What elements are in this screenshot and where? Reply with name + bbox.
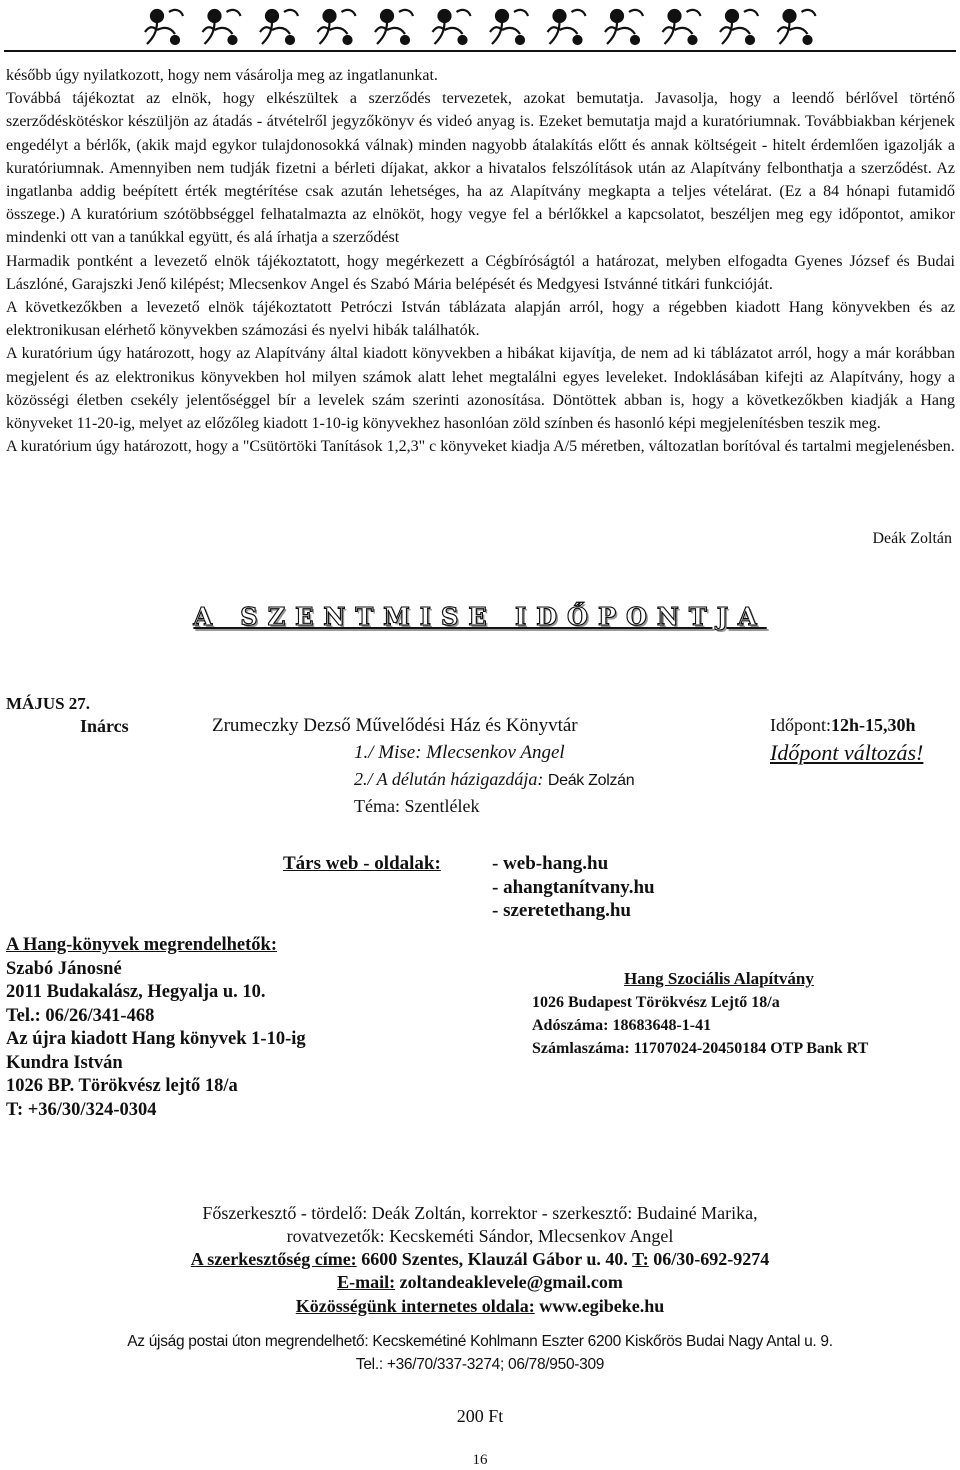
- email-label: E-mail:: [337, 1272, 396, 1292]
- web-link[interactable]: - ahangtanítvany.hu: [492, 877, 655, 898]
- floral-motif: [720, 10, 758, 44]
- floral-motif: [548, 10, 586, 44]
- schedule-place: Inárcs: [80, 716, 129, 736]
- schedule-host: [354, 769, 634, 790]
- phone-value: 06/30-692-9274: [653, 1249, 770, 1269]
- floral-motif: [318, 10, 356, 44]
- order-line: Tel.: 06/26/341-468: [6, 1005, 155, 1026]
- phone-label: T:: [632, 1249, 649, 1269]
- email-value[interactable]: zoltandeaklevele@gmail.com: [399, 1272, 623, 1292]
- floral-border-ornament: [135, 2, 825, 48]
- foundation-details: [532, 991, 868, 1060]
- header-rule: [4, 50, 956, 52]
- price: 200 Ft: [456, 1406, 504, 1426]
- host-name: Deák Zolzán: [547, 772, 635, 789]
- order-line: 2011 Budakalász, Hegyalja u. 10.: [6, 982, 266, 1002]
- footer-email: [0, 1272, 960, 1293]
- address-value: 6600 Szentes, Klauzál Gábor u. 40.: [361, 1249, 628, 1269]
- host-label: 2./ A délután házigazdája:: [354, 769, 544, 789]
- foundation-name: Hang Szociális Alapítvány: [624, 969, 814, 988]
- section-title-text: A SZENTMISE IDŐPONTJA: [193, 602, 767, 631]
- web-link[interactable]: - szeretethang.hu: [492, 900, 631, 921]
- foundation-line: Számlaszáma: 11707024-20450184 OTP Bank RT: [532, 1040, 869, 1057]
- address-label: A szerkesztőség címe:: [190, 1249, 357, 1269]
- paragraph: A kuratórium úgy határozott, hogy a "Csütörtöki Tanítások 1,2,3" c könyveket kiadja A/5 méretben, változatlan borítóval és tartalmi megjelenésben.: [6, 438, 955, 456]
- floral-motif: [778, 10, 816, 44]
- schedule-mass: 1./ Mise: Mlecsenkov Angel: [354, 742, 565, 763]
- paragraph: Továbbá tájékoztat az elnök, hogy elkészültek a szerződés tervezetek, azokat bemutatja. Javasolja, hogy a leendő bérlővel történő szerződéskötéskor készüljön az átadás - átvételről jegyzőkönyv és videó anyag is. Ezeket bemutatja majd a kuratóriumnak. Továbbiakban kérjenek engedélyt a bérlők, (akik majd egykor tulajdonosokká válnak) minden nagyobb átalakítás előtt és annak költségeit - hitelt érdemlően igazolják a kuratóriumnak. Amennyiben nem tudják fizetni a bérleti díjakat, akkor a hivatalos felszólítások után az Alapítvány felbonthatja a szerződést. Az ingatlanba addig beépített érték megtérítése csak azután lehetséges, ha az Alapítvány megkapta a teljes vételárat. (Ez a 84 hónapi futamidő összege.) A kuratórium szótöbbséggel felhatalmazta az elnököt, hogy vegye fel a bérlőkkel a kapcsolatot, beszéljen meg egy időpontot, amikor mindenki ott van a tanúkkal együtt, és alá írhatja a szerződést: [6, 90, 955, 247]
- order-block: [6, 934, 306, 1122]
- footer-address: [0, 1249, 960, 1270]
- order-heading: A Hang-könyvek megrendelhetők:: [6, 935, 278, 955]
- floral-motif: [260, 10, 298, 44]
- website-value[interactable]: www.egibeke.hu: [539, 1296, 665, 1316]
- order-line: T: +36/30/324-0304: [6, 1099, 157, 1120]
- web-links-label: Társ web - oldalak:: [283, 853, 441, 874]
- time-label: Időpont:: [770, 715, 831, 735]
- floral-motif: [663, 10, 701, 44]
- floral-motif: [490, 10, 528, 44]
- floral-motif: [203, 10, 241, 44]
- order-line: Az újra kiadott Hang könyvek 1-10-ig: [6, 1029, 306, 1049]
- website-label: Közösségünk internetes oldala:: [295, 1296, 535, 1316]
- schedule-theme: Téma: Szentlélek: [354, 796, 480, 816]
- order-line: Kundra István: [6, 1052, 123, 1073]
- paragraph: később úgy nyilatkozott, hogy nem vásárolja meg az ingatlanunkat.: [6, 67, 438, 84]
- schedule-venue: Zrumeczky Dezső Művelődési Ház és Könyvtár: [212, 715, 578, 736]
- floral-motif: [605, 10, 643, 44]
- order-line: Szabó Jánosné: [6, 958, 122, 979]
- footer-columnists: rovatvezetők: Kecskeméti Sándor, Mlecsenkov Angel: [286, 1226, 674, 1246]
- footer-postal: Az újság postai úton megrendelhető: Kecskemétiné Kohlmann Eszter 6200 Kiskőrös Budai Nagy Antal u. 9.: [127, 1333, 833, 1350]
- paragraph: A következőkben a levezető elnök tájékoztatott Petróczi István táblázata alapján arról, hogy a régebben kiadott Hang könyvekben és az elektronikusan elérhető könyvekben számozási és nyelvi hibák találhatók.: [6, 299, 955, 340]
- time-value: 12h-15,30h: [831, 715, 916, 735]
- schedule-time: [770, 715, 916, 736]
- floral-motif: [375, 10, 413, 44]
- time-change-notice: Időpont változás!: [770, 740, 924, 765]
- page-number: 16: [472, 1452, 488, 1468]
- signature: Deák Zoltán: [872, 530, 952, 547]
- web-link[interactable]: - web-hang.hu: [492, 853, 609, 874]
- order-line: 1026 BP. Törökvész lejtő 18/a: [6, 1076, 238, 1096]
- foundation-line: 1026 Budapest Törökvész Lejtő 18/a: [532, 994, 780, 1011]
- schedule-date: MÁJUS 27.: [6, 694, 91, 713]
- paragraph: Harmadik pontként a levezető elnök tájékoztatott, hogy megérkezett a Cégbíróságtól a határozat, melyben elfogadta Gyenes József és Budai Lászlóné, Garajszki Jenő kilépést; Mlecsenkov Angel és Szabó Mária belépését és Medgyesi Istvánné titkári funkcióját.: [6, 252, 955, 293]
- footer-postal-phone: Tel.: +36/70/337-3274; 06/78/950-309: [355, 1356, 605, 1373]
- article-body: [6, 64, 955, 458]
- section-title: [0, 602, 960, 631]
- footer-website: [0, 1296, 960, 1317]
- footer-editors: Főszerkesztő - tördelő: Deák Zoltán, korrektor - szerkesztő: Budainé Marika,: [202, 1203, 758, 1223]
- floral-motif: [433, 10, 471, 44]
- paragraph: A kuratórium úgy határozott, hogy az Alapítvány által kiadott könyvekben a hibákat kijavítja, de nem ad ki táblázatot arról, hogy a már korábban megjelent és az elektronikus könyvekben hol milyen számok alatt lehet megtalálni egyes leveleket. Indoklásában kifejti az Alapítvány, hogy a közösségi életben csekély jelentőséggel bír a levelek szám szerinti azonosítása. Döntöttek abban is, hogy a következőkben kiadják a Hang könyveket 11-20-ig, melyet az előzőleg kiadott 1-10-ig könyvekhez hasonlóan zöld színben és hasonló képi megjelenítésben teszik meg.: [6, 345, 955, 433]
- foundation-line: Adószáma: 18683648-1-41: [532, 1017, 712, 1034]
